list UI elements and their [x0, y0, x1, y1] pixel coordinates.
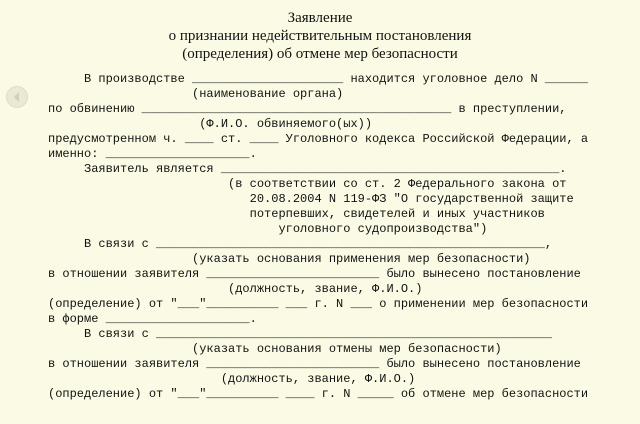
title-line-1: Заявление — [287, 10, 353, 26]
text-line: потерпевших, свидетелей и иных участников — [48, 207, 545, 221]
document-body — [48, 72, 628, 402]
document-title — [0, 9, 640, 63]
chevron-left-icon — [7, 87, 27, 107]
text-line: (указать основания применения мер безопасности) — [48, 252, 531, 266]
text-line: именно: ____________________. — [48, 147, 257, 161]
previous-page-button[interactable] — [6, 86, 28, 108]
text-line: в форме ____________________. — [48, 312, 257, 326]
text-line: В связи с _______________________________________________________ — [48, 327, 553, 341]
text-line: (должность, звание, Ф.И.О.) — [48, 372, 416, 386]
text-line: В связи с ______________________________________________________, — [48, 237, 553, 251]
text-line: уголовного судопроизводства") — [48, 222, 488, 236]
title-line-3: (определения) об отмене мер безопасности — [182, 46, 458, 62]
text-line: (указать основания отмены мер безопасности) — [48, 342, 502, 356]
text-line: в отношении заявителя ________________________ было вынесено постановление — [48, 357, 581, 371]
text-line: (Ф.И.О. обвиняемого(ых)) — [48, 117, 373, 131]
text-line: 20.08.2004 N 119-ФЗ "О государственной защите — [48, 192, 574, 206]
text-line: по обвинению ___________________________________________ в преступлении, — [48, 102, 567, 116]
text-line: предусмотренном ч. ____ ст. ____ Уголовного кодекса Российской Федерации, а — [48, 132, 589, 146]
text-line: (определение) от "___"__________ ____ г. N _____ об отмене мер безопасности — [48, 387, 589, 401]
text-line: (определение) от "___"__________ ___ г. N ___ о применении мер безопасности — [48, 297, 589, 311]
text-line: (наименование органа) — [48, 87, 344, 101]
text-line: в отношении заявителя ________________________ было вынесено постановление — [48, 267, 581, 281]
text-line: (должность, звание, Ф.И.О.) — [48, 282, 423, 296]
text-line: В производстве _____________________ находится уголовное дело N ______ — [48, 72, 589, 86]
title-line-2: о признании недействительным постановления — [168, 28, 472, 44]
text-line: (в соответствии со ст. 2 Федерального закона от — [48, 177, 567, 191]
text-line: Заявитель является _______________________________________________. — [48, 162, 567, 176]
